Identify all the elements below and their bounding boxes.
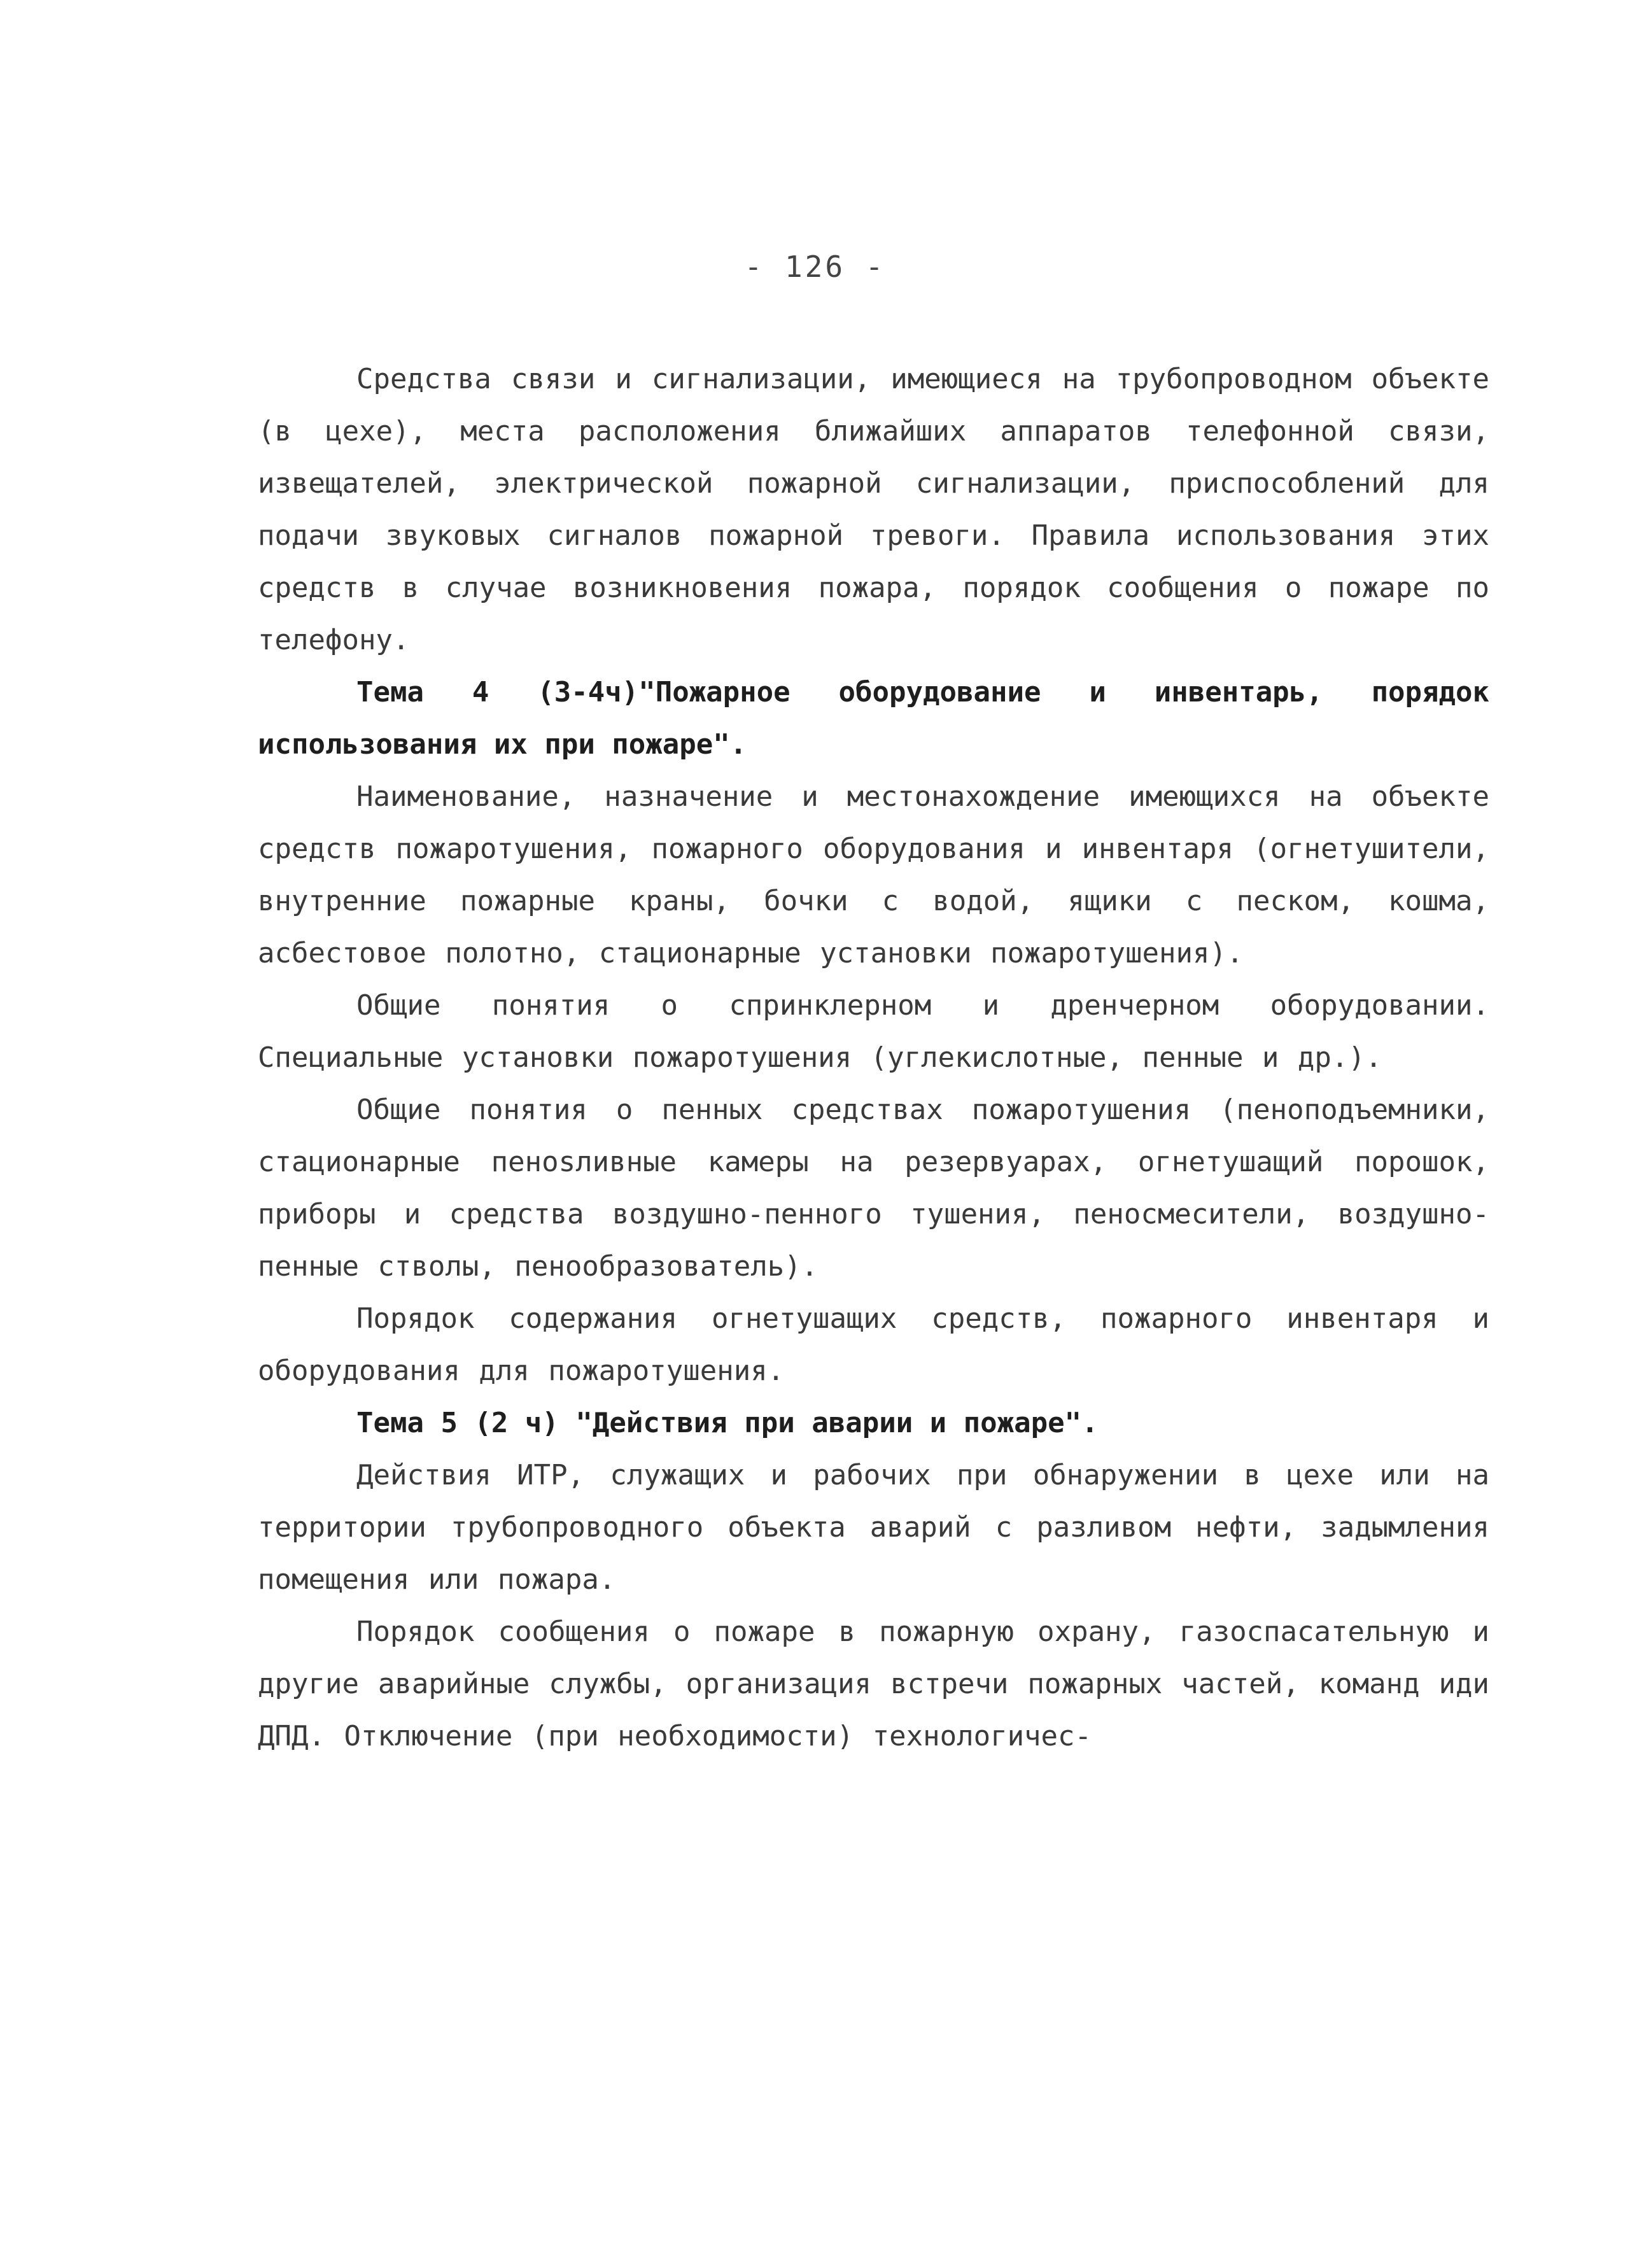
paragraph-communication-means: Средства связи и сигнализации, имеющиеся на трубопроводном объекте (в цехе), места расположения ближайших аппаратов телефонной связи, извещателей, электрической пожарной сигнализации, приспособлений для подачи звуковых сигналов пожарной тревоги. Правила использования этих средств в случае возникновения пожара, порядок сообщения о пожаре по телефону. <box>258 363 1489 656</box>
paragraph-maintenance: Порядок содержания огнетушащих средств, пожарного инвентаря и оборудования для пожаротушения. <box>258 1302 1489 1387</box>
page-number: - 126 - <box>744 250 886 284</box>
paragraph-sprinkler: Общие понятия о спринклерном и дренчерном оборудовании. Специальные установки пожаротушения (углекислотные, пенные и др.). <box>258 989 1489 1074</box>
paragraph-equipment-names: Наименование, назначение и местонахождение имеющихся на объекте средств пожаротушения, пожарного оборудования и инвентаря (огнетушители, внутренние пожарные краны, бочки с водой, ящики с песком, кошма, асбестовое полотно, стационарные установки пожаротушения). <box>258 780 1489 969</box>
paragraph-foam-means: Общие понятия о пенных средствах пожаротушения (пеноподъемники, стационарные пенosливные камеры на резервуарах, огнетушащий порошок, приборы и средства воздушно-пенного тушения, пеносмесители, воздушно-пенные стволы, пенообразователь). <box>258 1094 1489 1283</box>
document-body <box>258 353 1489 1763</box>
paragraph-reporting-fire: Порядок сообщения о пожаре в пожарную охрану, газоспасательную и другие аварийные службы, организация встречи пожарных частей, команд иди ДПД. Отключение (при необходимости) технологичес- <box>258 1616 1489 1752</box>
paragraph-actions: Действия ИТР, служащих и рабочих при обнаружении в цехе или на территории трубопроводного объекта аварий с разливом нефти, задымления помещения или пожара. <box>258 1459 1489 1596</box>
topic-4-heading: Тема 4 (3-4ч)"Пожарное оборудование и инвентарь, порядок использования их при пожаре". <box>258 676 1489 761</box>
topic-5-heading: Тема 5 (2 ч) "Действия при аварии и пожаре". <box>356 1407 1099 1439</box>
